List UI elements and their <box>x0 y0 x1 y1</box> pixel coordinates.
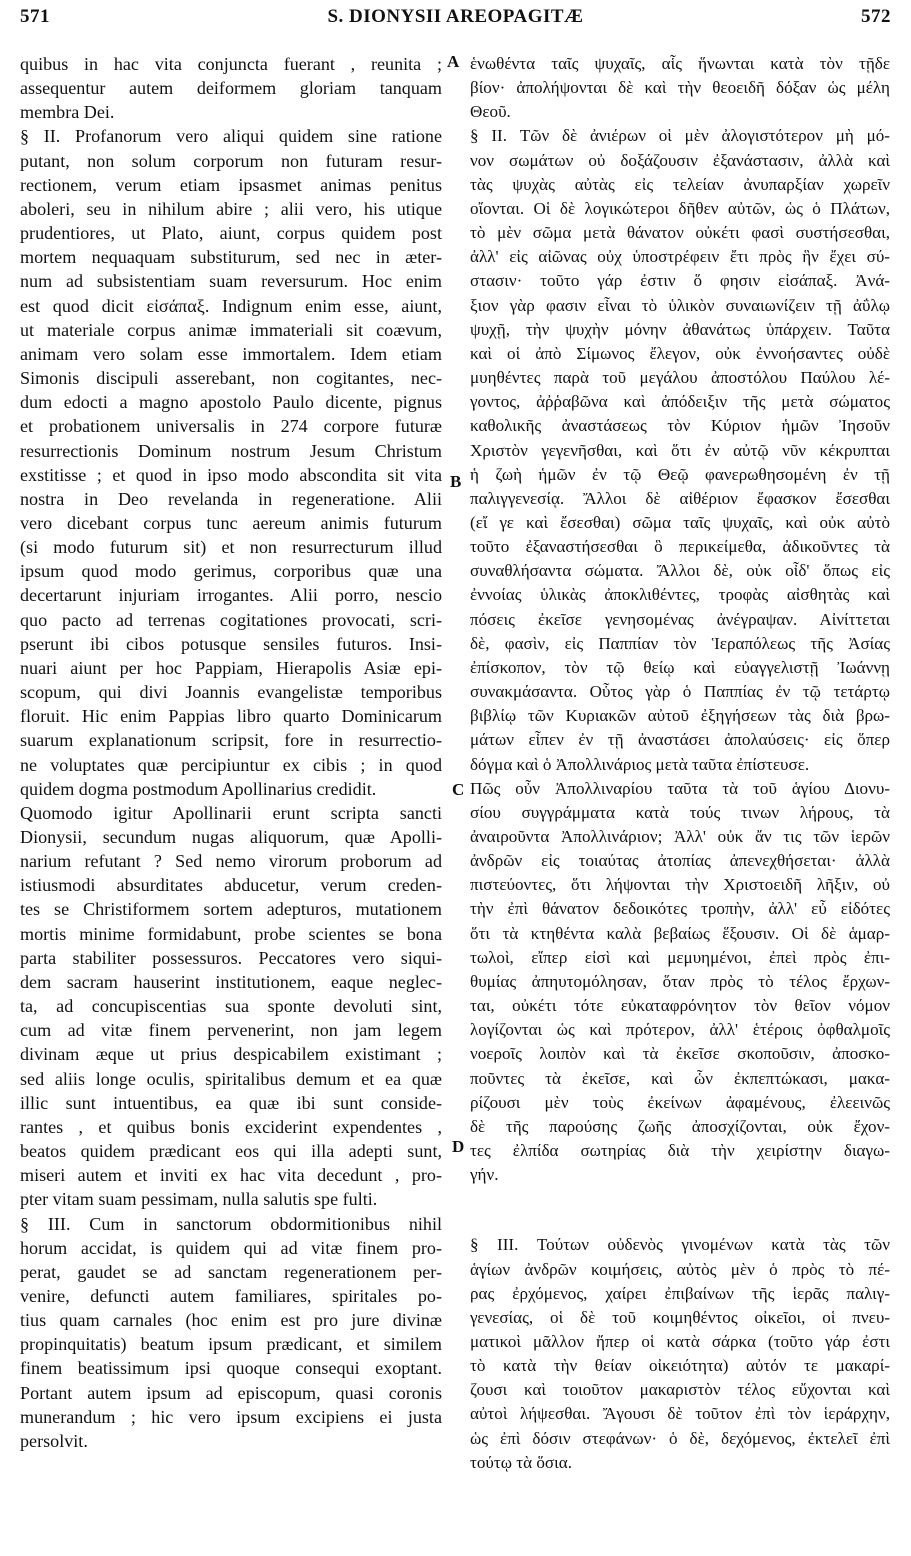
text-line: μάτων εἶπεν ἐν τῇ ἀναστάσει ἀπολαύσεις· εἰς ὅπερ <box>470 730 890 750</box>
text-line: Χριστὸν γεγενῆσθαι, καὶ ὅτι ἐν αὐτῷ νῦν κέκρυπται <box>470 440 890 460</box>
text-line: ut materiale corpus animæ immateriali sit coævum, <box>20 319 442 340</box>
text-line: θυμίας ἀπηυτομόλησαν, ὅταν πρὸς τὸ τέλος ἔρχων- <box>470 971 890 991</box>
text-line: γενεσίας, οἱ δὲ τοῦ κοιμηθέντος οἰκεῖοι, οἱ πνευ- <box>470 1307 890 1327</box>
text-line: suarum explanationum scripsit, fore in resurrectio- <box>20 730 442 751</box>
text-line: παλιγγενεσίᾳ. Ἄλλοι δὲ αἰθέριον ἔφασκον ἔσεσθαι <box>470 488 890 508</box>
text-line: nuari aiunt per hoc Pappiam, Hierapolis Asiæ epi- <box>20 657 442 678</box>
text-line: τούτῳ τὰ ὅσια. <box>470 1452 572 1472</box>
text-line: λογίζονται ὡς καὶ πρότερον, ἀλλ' ἑτέροις ὀφθαλμοῖς <box>470 1020 890 1040</box>
text-line: τὸ μὲν σῶμα μετὰ θάνατον οὐκέτι φασὶ συστήσεσθαι, <box>470 223 890 243</box>
text-line: ipsum quod modo gerimus, corporibus quæ una <box>20 561 442 582</box>
text-line: rectionem, verum etiam ipsasmet animas penitus <box>20 174 442 195</box>
text-line: τες ἐλπίδα σωτηρίας διὰ τὴν χειρίστην διαγω- <box>470 1141 890 1161</box>
text-line: ne voluptates quæ percipiuntur ex cibis ; in quod <box>20 754 442 775</box>
text-line: νοεροῖς λοιπὸν καὶ τὰ ἐκεῖσε σκοποῦσιν, ἀποσκο- <box>470 1044 890 1064</box>
text-line: ἁγίων ἀνδρῶν κοιμήσεις, αὐτὸς μὲν ὁ πρὸς τὸ πέ- <box>470 1259 890 1279</box>
text-line: τὸ κατὰ τὴν θείαν οἰκειότητα) αὐτόν τε μακαρί- <box>470 1356 890 1376</box>
text-line: ἀλλ' εἰς αἰῶνας οὐχ ὑποστρέφειν ἔτι πρὸς ἣν ἔχει σύ- <box>470 247 890 267</box>
text-line: ἀναιροῦντα Ἀπολλινάριον; Ἀλλ' οὐκ ἄν τις τῶν ἱερῶν <box>470 827 890 846</box>
running-title: S. DIONYSII AREOPAGITÆ <box>327 6 584 27</box>
text-line: miseri autem et inviti ex hac vita decedunt , pro- <box>20 1165 442 1186</box>
text-line: ζουσι καὶ τοιοῦτον μακαριστὸν τέλος εὔχονται καὶ <box>470 1380 890 1400</box>
text-line: animam vero solam esse immortalem. Idem etiam <box>20 343 442 364</box>
text-line: § II. Profanorum vero aliqui quidem sine ratione <box>20 126 442 147</box>
text-line: ἡ ζωὴ ἡμῶν ἐν τῷ Θεῷ φανερωθησομένη ἐν τῇ <box>470 464 890 484</box>
text-line: Πῶς οὖν Ἀπολλιναρίου ταῦτα τὰ τοῦ ἁγίου Διονυ- <box>470 778 890 798</box>
margin-letter-b: B <box>450 472 462 491</box>
text-line: ται, οὐκέτι τότε εὐκαταφρόνητον τὸν θεῖον νόμον <box>470 996 890 1016</box>
greek-column <box>470 52 890 1475</box>
text-line: καὶ οἱ ἀπὸ Σίμωνος ἔλεγον, οὐκ ἐννοήσαντες οὐδὲ <box>470 343 890 363</box>
text-line: horum accidat, is quidem qui ad vitæ finem pro- <box>20 1237 442 1258</box>
text-line: resurrectionis Dominum nostrum Jesum Christum <box>20 440 442 461</box>
text-line: Θεοῦ. <box>470 102 511 122</box>
text-line: τὴν ἐπὶ θάνατον δεδοικότες τροπὴν, ἀλλ' εὖ εἰδότες <box>470 899 890 919</box>
text-line: cum ad vitæ finem pervenerint, non jam legem <box>20 1020 442 1041</box>
right-page-number: 572 <box>861 6 891 27</box>
text-line: τὰς ψυχὰς αὐτὰς εἰς τελείαν ἀνυπαρξίαν χωρεῖν <box>470 174 890 194</box>
text-line: sed aliis longe oculis, spiritalibus demum et ea quæ <box>20 1068 442 1089</box>
margin-letter-a: A <box>447 52 460 71</box>
text-line: ψυχῇ, τὴν ψυχὴν μόνην ἀθανάτως ὑπάρχειν. Ταῦτα <box>470 319 890 339</box>
text-line: καθολικῆς ἀναστάσεως τὸν Κύριον ἡμῶν Ἰησοῦν <box>470 416 890 436</box>
text-line: ρίζουσι μὲν τοὺς ἐκείνων ἀφαμένους, ἐλεεινῶς <box>470 1092 890 1112</box>
text-line: munerandum ; hic vero ipsum excipiens ei justa <box>20 1406 442 1427</box>
text-line: est quod dicit εἰσάπαξ. Indignum enim esse, aiunt, <box>20 295 442 316</box>
text-line: dum edocti a magno apostolo Paulo dicente, pignus <box>20 392 442 413</box>
text-line: οἴονται. Οἱ δὲ λογικώτεροι δῆθεν αὐτῶν, ὡς ὁ Πλάτων, <box>470 198 890 218</box>
text-line: πόσεις ἐκεῖσε γενησομένας ἀνέγραψαν. Αἰνίττεται <box>470 609 890 629</box>
text-line: quibus in hac vita conjuncta fuerant , reunita ; <box>20 54 442 74</box>
text-line: σίου συγγράμματα κατὰ τούς τινων λήρους, τὰ <box>470 802 890 822</box>
text-line: tius quam carnales (hoc enim est pro jure divinæ <box>20 1310 442 1331</box>
text-line: § III. Cum in sanctorum obdormitionibus nihil <box>20 1213 442 1234</box>
text-line: ὅτι τὰ κτηθέντα καλὰ βεβαίως ἕξουσιν. Οἱ δὲ ἁμαρ- <box>470 923 890 943</box>
text-line: § III. Τούτων οὐδενὸς γινομένων κατὰ τὰς τῶν <box>470 1235 890 1255</box>
text-line: perat, gaudet se ad sanctam regenerationem per- <box>20 1261 442 1282</box>
text-line: finem beatissimum ipsi quoque consequi exoptant. <box>20 1358 442 1379</box>
text-line: venire, defuncti autem familiares, spiritales po- <box>20 1285 442 1306</box>
text-line: ρας ἐρχόμενος, χαίρει ἐπιβαίνων τῆς ἱερᾶς παλιγ- <box>470 1283 890 1303</box>
text-line: βίον· ἀπολήψονται δὲ καὶ τὴν θεοειδῆ δόξαν ὡς μέλη <box>470 78 890 98</box>
text-line: pter vitam suam pessimam, nulla salutis spe fulti. <box>20 1189 378 1210</box>
text-line: decertarunt injuriam irrogantes. Alii porro, nescio <box>20 585 442 606</box>
text-line: vero dicebant corpus tunc aereum animis futurum <box>20 512 442 533</box>
text-line: ματικοὶ μᾶλλον ἤπερ οἱ κατὰ σάρκα (τοῦτο γάρ ἐστι <box>470 1331 890 1351</box>
text-line: πιστεύοντες, ὅτι λήψονται τὴν Χριστοειδῆ λῆξιν, οὐ <box>470 875 890 895</box>
text-line: ποῦντες τὰ ἐκεῖσε, καὶ ὧν ἐκπεπτώκασι, μακα- <box>470 1068 890 1088</box>
text-line: quidem dogma postmodum Apollinarius credidit. <box>20 778 377 799</box>
text-line: mortem nequaquam substiturum, sed nec in æter- <box>20 247 442 268</box>
text-line: νον σωμάτων οὐ δοξάζουσιν ἐξανάστασιν, ἀλλὰ καὶ <box>470 150 890 170</box>
text-line: (εἴ γε καὶ ἔσεσθαι) σῶμα ταῖς ψυχαῖς, καὶ οὐκ αὐτὸ <box>470 512 890 532</box>
text-line: assequentur autem deiformem gloriam tanquam <box>20 78 442 99</box>
text-line: ἐπίσκοπον, τὸν τῷ θείῳ καὶ εὐαγγελιστῇ Ἰωάννῃ <box>470 657 890 677</box>
text-line: ta, ad concupiscentias sua sponte devoluti sint, <box>20 996 442 1017</box>
text-line: scopum, qui divi Joannis evangelistæ temporibus <box>20 682 442 703</box>
text-line: συναθλήσαντα σώματα. Ἄλλοι δὲ, οὐκ οἶδ' ὅπως εἰς <box>470 561 890 581</box>
text-line: στασιν· τοῦτο γάρ ἐστιν ὅ φησιν εἰσάπαξ. Ἀνά- <box>470 271 890 291</box>
text-line: γοντος, ἀῤῥαβῶνα καὶ ἀπόδειξιν τῆς μετὰ σώματος <box>470 392 890 412</box>
text-line: illic sunt intuentibus, ea quæ ibi sunt conside- <box>20 1092 442 1113</box>
text-line: putant, non solum corporum non futuram resur- <box>20 150 442 171</box>
text-line: § II. Τῶν δὲ ἀνιέρων οἱ μὲν ἀλογιστότερον μὴ μό- <box>470 126 890 146</box>
text-line: tes se Christiformem sortem adepturos, mutationem <box>20 899 442 920</box>
text-line: Portant autem ipsum ad episcopum, quasi coronis <box>20 1382 442 1403</box>
text-line: beatos quidem prædicant eos qui illa adepti sunt, <box>20 1141 442 1162</box>
text-line: ὡς ἐπὶ δόσιν στεφάνων· ὁ δὲ, δεχόμενος, ἐκτελεῖ ἐπὶ <box>470 1428 890 1448</box>
text-line: συνακμάσαντα. Οὗτος γὰρ ὁ Παππίας ἐν τῷ τετάρτῳ <box>470 682 890 702</box>
text-line: quo pacto ad terrenas cogitationes provocati, scri- <box>20 609 442 630</box>
text-line: propinquitatis) beatum ipsum prædicant, et similem <box>20 1334 442 1355</box>
text-line: narium refutant ? Sed nemo virorum proborum ad <box>20 851 442 872</box>
text-line: τωλοὶ, εἴπερ εἰσὶ καὶ μεμυημένοι, ἐπεὶ πρὸς ἐπι- <box>470 947 890 967</box>
text-line: γήν. <box>470 1165 499 1185</box>
text-line: num ad subsistentiam suam reversurum. Hoc enim <box>20 271 442 292</box>
text-line: persolvit. <box>20 1430 88 1451</box>
text-line: istiusmodi absurditates abducetur, verum creden- <box>20 875 442 896</box>
margin-letter-d: D <box>452 1137 465 1156</box>
text-line: prudentiores, ut Plato, aiunt, corpus quidem post <box>20 223 442 244</box>
text-line: Quomodo igitur Apollinarii erunt scripta sancti <box>20 802 442 823</box>
text-line: δὲ, φασὶν, εἰς Παππίαν τὸν Ἱεραπόλεως τῆς Ἀσίας <box>470 633 890 653</box>
text-line: ἑνωθέντα ταῖς ψυχαῖς, αἷς ἥνωνται κατὰ τὸν τῇδε <box>470 54 890 73</box>
text-line: ἀνδρῶν εἰς τοιαύτας ἀτοπίας ἀπενεχθήσεται· ἀλλὰ <box>470 851 890 871</box>
text-line: dem sacram hauserint institutionem, eaque neglec- <box>20 971 442 992</box>
text-line: ξιον γὰρ φασιν εἶναι τὸ ὑλικὸν συναιωνίζειν τῇ ἀΰλῳ <box>470 295 890 315</box>
text-line: divinam æque ut prius despicabilem existimant ; <box>20 1044 442 1065</box>
text-line: aboleri, seu in nihilum abire ; alii vero, his utique <box>20 198 442 219</box>
text-line: floruit. Hic enim Pappias libro quarto Dominicarum <box>20 706 442 727</box>
text-line: rantes , et quibus bonis exciderint expendentes , <box>20 1116 442 1137</box>
text-line: ἐννοίας ὑλικὰς ἀποκλιθέντες, τροφὰς αἰσθητὰς καὶ <box>470 585 890 605</box>
text-line: membra Dei. <box>20 102 115 123</box>
latin-column <box>20 52 442 1453</box>
text-line: αὐτοὶ λήψεσθαι. Ἄγουσι δὲ τοῦτον ἐπὶ τὸν ἱεράρχην, <box>470 1404 890 1424</box>
text-line: exstitisse ; et quod in ipso modo abscondita sit vita <box>20 464 442 485</box>
text-line: mortis minime formidabunt, probe scientes se bona <box>20 923 442 944</box>
text-line: δόγμα καὶ ὁ Ἀπολλινάριος μετὰ ταῦτα ἐπίστευσε. <box>470 754 810 774</box>
margin-letter-c: C <box>452 780 465 799</box>
text-line: τοῦτο ἐξαναστήσεσθαι ὃ περικείμεθα, ἀδικοῦντες τὰ <box>470 537 890 557</box>
text-line: μυηθέντες παρὰ τοῦ μεγάλου ἀποστόλου Παύλου λέ- <box>470 368 890 388</box>
text-line: δὲ τῆς παρούσης ζωῆς ἀποσχίζονται, οὐκ ἔχον- <box>470 1116 890 1136</box>
text-line: nostra in Deo revelanda in regeneratione. Alii <box>20 488 442 509</box>
text-line: parta stabiliter possessuros. Peccatores vero siqui- <box>20 947 442 968</box>
text-line: Dionysii, secundum nugas aliquorum, quæ Apolli- <box>20 827 442 847</box>
text-line: (si modo futurum sit) et non resurrecturum illud <box>20 537 442 558</box>
text-line: βιβλίῳ τῶν Κυριακῶν αὐτοῦ ἐξηγήσεων τὰς διὰ βρω- <box>470 706 890 726</box>
text-line: Simonis discipuli asserebant, non cogitantes, nec- <box>20 368 442 389</box>
text-line: et probationem universalis in 274 corpore futuræ <box>20 416 442 437</box>
left-page-number: 571 <box>20 6 50 27</box>
text-line: pserunt ibi cibos potusque sensiles futuros. Insi- <box>20 633 442 654</box>
